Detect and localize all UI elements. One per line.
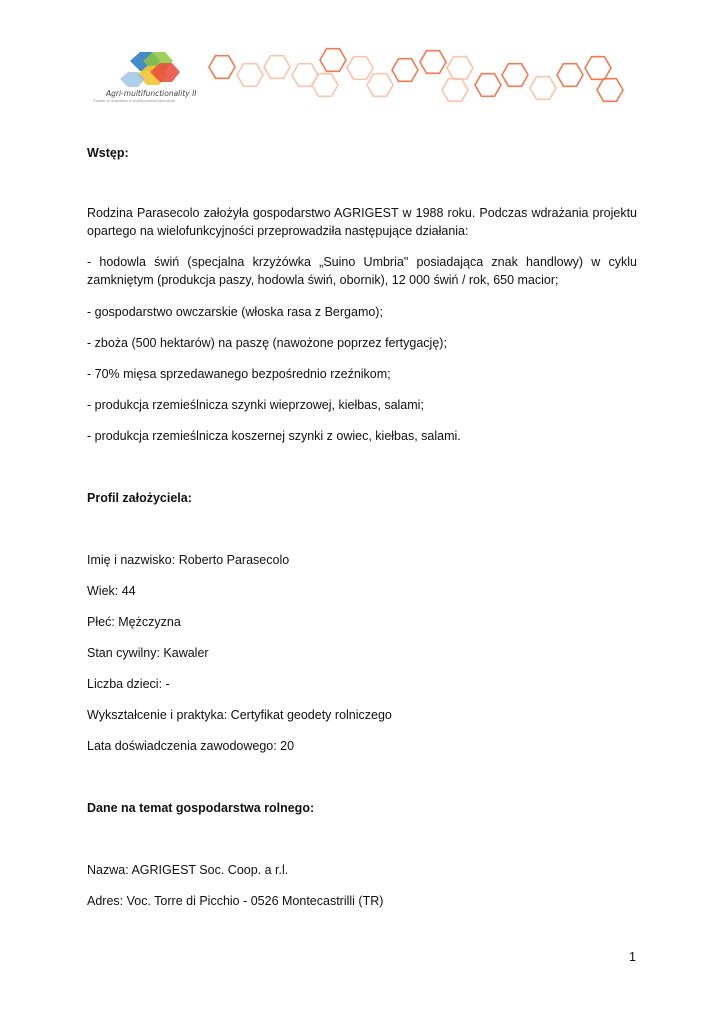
intro-item: - produkcja rzemieślnicza koszernej szynki z owiec, kiełbas, salami. [87,429,461,443]
founder-heading: Profil założyciela: [87,491,192,505]
hexagon-shape [264,56,290,79]
founder-line: Liczba dzieci: - [87,677,170,691]
hexagon-shape [367,74,393,97]
founder-line: Lata doświadczenia zawodowego: 20 [87,739,295,753]
logo-icon [120,52,180,87]
hexagon-shape [237,64,263,87]
founder-line: Płeć: Mężczyzna [87,615,181,629]
hexagon-shape [209,56,235,79]
founder-line: Wykształcenie i praktyka: Certyfikat geodety rolniczego [87,708,392,722]
intro-heading: Wstęp: [87,146,129,160]
farm-line: Adres: Voc. Torre di Picchio - 0526 Montecastrilli (TR) [87,894,384,908]
intro-item: - hodowla świń (specjalna krzyżówka „Suino Umbria" posiadająca znak handlowy) w cyklu zamkniętym (produkcja paszy, hodowla świń, obornik), 12 000 świń / rok, 650 macior; [87,255,637,287]
hexagon-shape [502,64,528,87]
hexagon-shape [597,79,623,102]
page-header [0,0,724,130]
hexagon-shape [420,51,446,74]
hexagon-shape [312,74,338,97]
hexagon-shape [475,74,501,97]
logo-subtext: Transfer of innovation in multifunctional agriculture [93,99,175,103]
hexagon-chain-decoration [209,49,623,102]
founder-line: Wiek: 44 [87,584,136,598]
hexagon-shape [442,79,468,102]
intro-item: - 70% mięsa sprzedawanego bezpośrednio rzeźnikom; [87,367,391,381]
hexagon-shape [392,59,418,82]
hexagon-shape [530,77,556,100]
intro-paragraph: Rodzina Parasecolo założyła gospodarstwo AGRIGEST w 1988 roku. Podczas wdrażania projektu opartego na wielofunkcyjności przeprowadziła następujące działania: [87,206,637,238]
hexagon-shape [347,57,373,80]
hexagon-shape [447,57,473,80]
intro-item: - gospodarstwo owczarskie (włoska rasa z Bergamo); [87,305,383,319]
project-logo-banner [0,0,724,130]
founder-line: Stan cywilny: Kawaler [87,646,209,660]
intro-item: - zboża (500 hektarów) na paszę (nawożone poprzez fertygację); [87,336,447,350]
hexagon-shape [557,64,583,87]
hexagon-shape [320,49,346,72]
farm-line: Nazwa: AGRIGEST Soc. Coop. a r.l. [87,863,289,877]
intro-item: - produkcja rzemieślnicza szynki wieprzowej, kiełbas, salami; [87,398,424,412]
farm-heading: Dane na temat gospodarstwa rolnego: [87,801,315,815]
logo-text: Agri-multifunctionality II [106,89,197,98]
founder-line: Imię i nazwisko: Roberto Parasecolo [87,553,290,567]
hexagon-shape [585,57,611,80]
page-number: 1 [629,950,636,964]
